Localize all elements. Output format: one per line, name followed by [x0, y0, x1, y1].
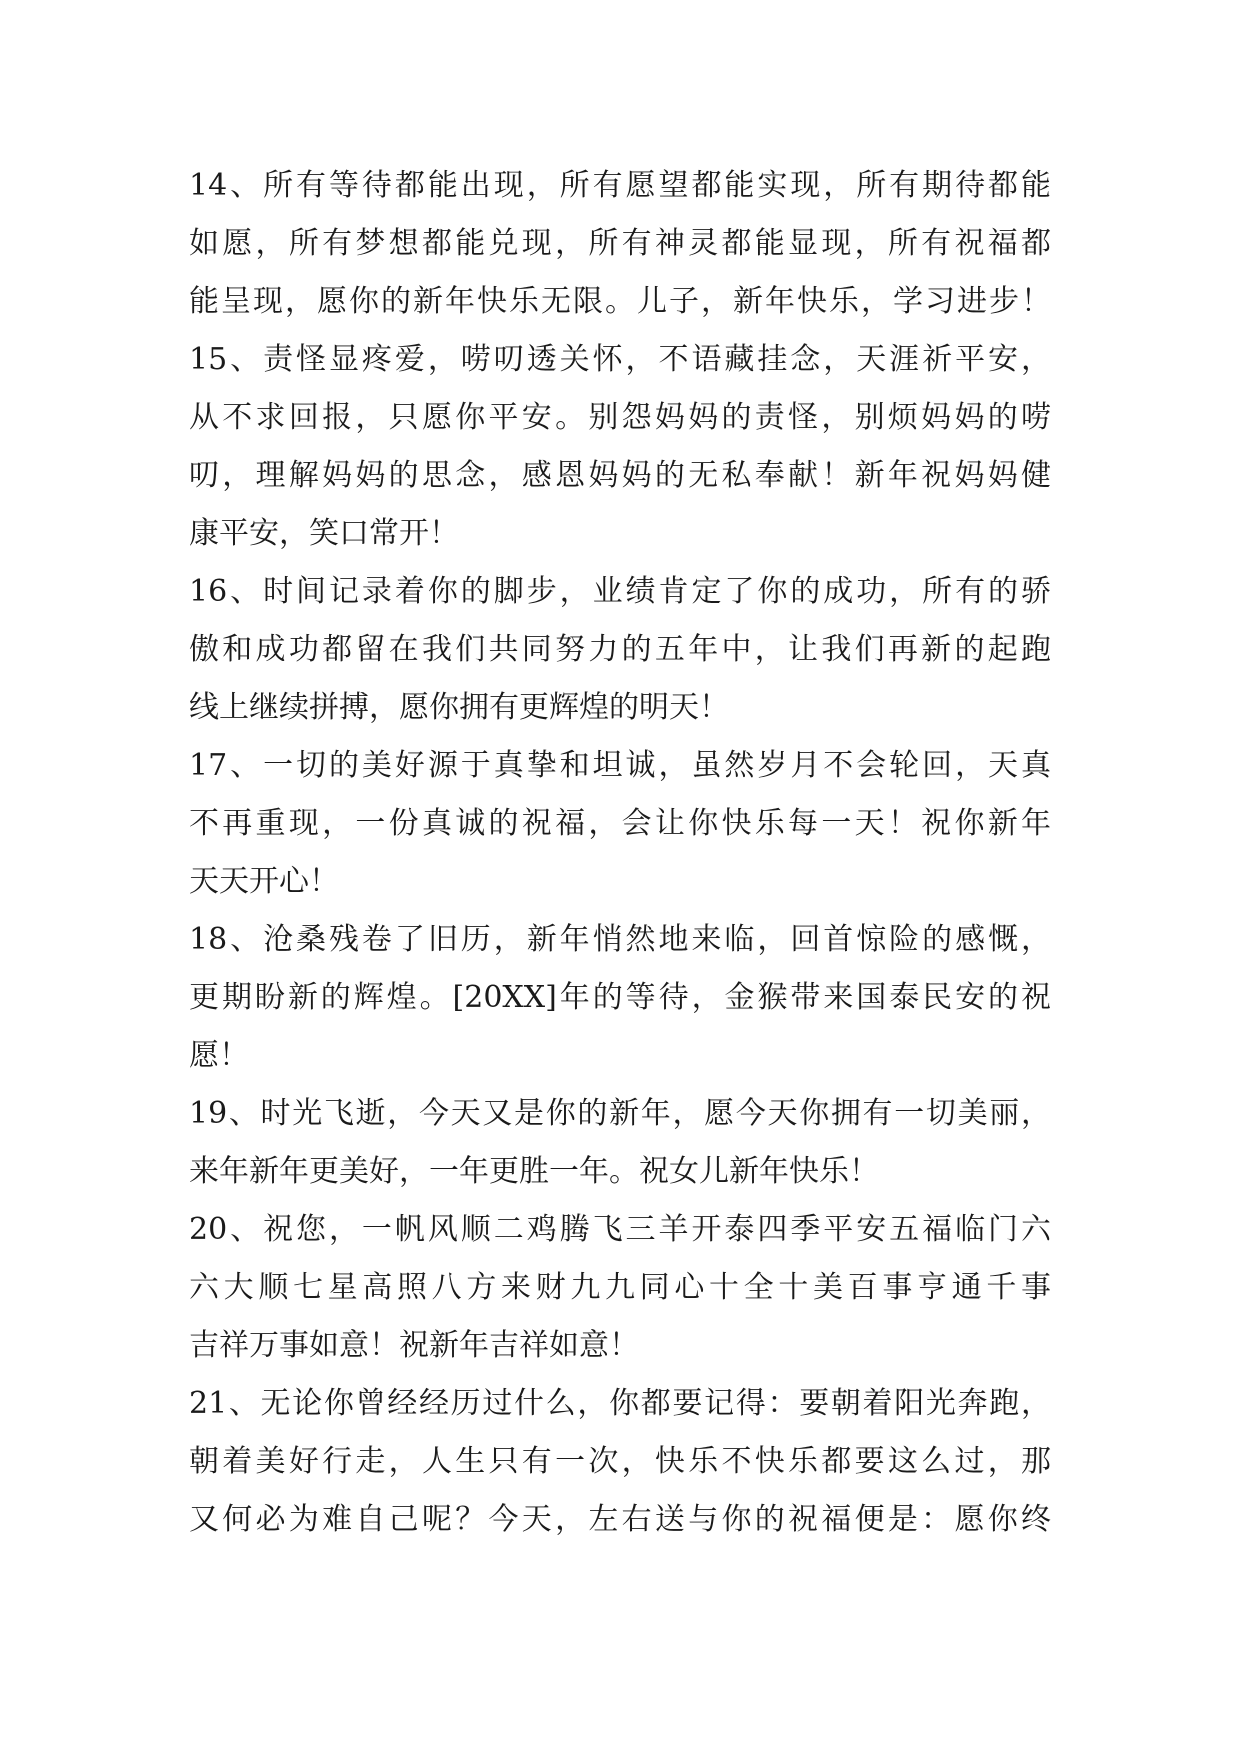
text-line: 吉祥万事如意！祝新年吉祥如意！: [189, 1328, 639, 1363]
text-line: 能呈现，愿你的新年快乐无限。儿子，新年快乐，学习进步！: [189, 284, 1051, 319]
text-line: 17、一切的美好源于真挚和坦诚，虽然岁月不会轮回，天真: [189, 748, 1051, 783]
text-line: 又何必为难自己呢？今天，左右送与你的祝福便是：愿你终: [189, 1502, 1051, 1537]
text-line: 康平安，笑口常开！: [189, 516, 459, 551]
text-line: 14、所有等待都能出现，所有愿望都能实现，所有期待都能: [189, 168, 1051, 203]
text-line: 更期盼新的辉煌。[20XX]年的等待，金猴带来国泰民安的祝: [189, 980, 1051, 1015]
text-line: 六大顺七星高照八方来财九九同心十全十美百事亨通千事: [189, 1270, 1051, 1305]
text-line: 天天开心！: [189, 864, 339, 899]
text-line: 18、沧桑残卷了旧历，新年悄然地来临，回首惊险的感慨，: [189, 922, 1051, 957]
text-line: 愿！: [189, 1038, 249, 1073]
text-line: 19、时光飞逝，今天又是你的新年，愿今天你拥有一切美丽，: [189, 1096, 1051, 1131]
document-body: [189, 157, 1051, 1549]
text-line: 如愿，所有梦想都能兑现，所有神灵都能显现，所有祝福都: [189, 226, 1051, 261]
text-line: 来年新年更美好，一年更胜一年。祝女儿新年快乐！: [189, 1154, 879, 1189]
text-line: 不再重现，一份真诚的祝福，会让你快乐每一天！祝你新年: [189, 806, 1051, 841]
text-line: 从不求回报，只愿你平安。别怨妈妈的责怪，别烦妈妈的唠: [189, 400, 1051, 435]
text-line: 21、无论你曾经经历过什么，你都要记得：要朝着阳光奔跑，: [189, 1386, 1051, 1421]
text-line: 朝着美好行走，人生只有一次，快乐不快乐都要这么过，那: [189, 1444, 1051, 1479]
text-line: 傲和成功都留在我们共同努力的五年中，让我们再新的起跑: [189, 632, 1051, 667]
text-line: 20、祝您，一帆风顺二鸡腾飞三羊开泰四季平安五福临门六: [189, 1212, 1051, 1247]
text-line: 叨，理解妈妈的思念，感恩妈妈的无私奉献！新年祝妈妈健: [189, 458, 1051, 493]
text-line: 16、时间记录着你的脚步，业绩肯定了你的成功，所有的骄: [189, 574, 1051, 609]
text-line: 15、责怪显疼爱，唠叨透关怀，不语藏挂念，天涯祈平安，: [189, 342, 1051, 377]
text-line: 线上继续拼搏，愿你拥有更辉煌的明天！: [189, 690, 729, 725]
